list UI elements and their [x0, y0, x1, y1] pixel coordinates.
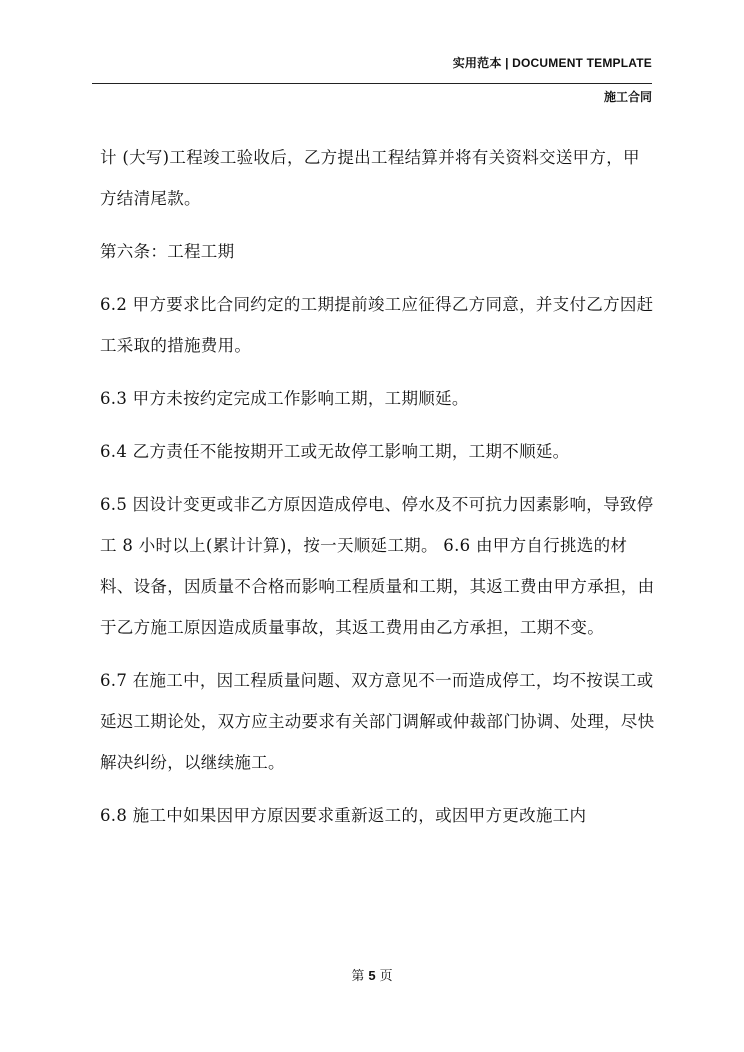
document-body — [100, 137, 656, 848]
header-divider — [92, 83, 652, 84]
page-number: 5 — [368, 968, 376, 983]
clause-6-8: 6.8 施工中如果因甲方原因要求重新返工的，或因甲方更改施工内 — [100, 806, 587, 825]
clause-6-4: 6.4 乙方责任不能按期开工或无故停工影响工期，工期不顺延。 — [100, 442, 570, 461]
clause-6-2: 6.2 甲方要求比合同约定的工期提前竣工应征得乙方同意，并支付乙方因赶工采取的措施费用。 — [100, 295, 654, 355]
clause-6-3: 6.3 甲方未按约定完成工作影响工期，工期顺延。 — [100, 389, 469, 408]
clause-6-5-6-6: 6.5 因设计变更或非乙方原因造成停电、停水及不可抗力因素影响，导致停工 8 小时以上(累计计算)，按一天顺延工期。 6.6 由甲方自行挑选的材料、设备，因质量不合格而影响工程质量和工期，其返工费由甲方承担，由于乙方施工原因造成质量事故，其返工费用由乙方承担，工期不变。 — [100, 495, 655, 637]
page-suffix: 页 — [379, 969, 393, 984]
header-title: 实用范本 | DOCUMENT TEMPLATE — [452, 56, 652, 70]
clause-6-7: 6.7 在施工中，因工程质量问题、双方意见不一而造成停工，均不按误工或延迟工期论处，双方应主动要求有关部门调解或仲裁部门协调、处理，尽快解决纠纷，以继续施工。 — [100, 671, 655, 772]
page-prefix: 第 — [351, 969, 365, 984]
paragraph-settlement: 计 (大写)工程竣工验收后，乙方提出工程结算并将有关资料交送甲方，甲方结清尾款。 — [100, 148, 640, 208]
header-subtitle: 施工合同 — [603, 90, 652, 104]
page-footer — [0, 965, 744, 984]
section-heading-article-6: 第六条：工程工期 — [100, 242, 235, 261]
